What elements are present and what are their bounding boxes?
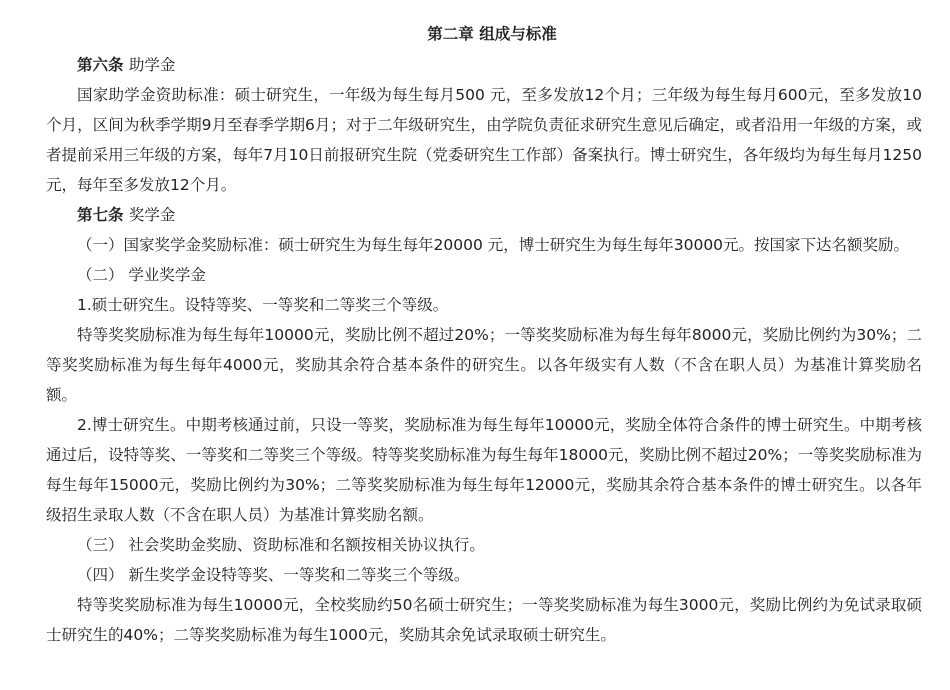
chapter-title: 第二章 组成与标准 — [427, 25, 557, 43]
social-scholarship-paragraph: （三） 社会奖助金奖励、资助标准和名额按相关协议执行。 — [77, 536, 485, 554]
freshman-scholarship-heading: （四） 新生奖学金设特等奖、一等奖和二等奖三个等级。 — [77, 566, 470, 584]
master-detail-paragraph: 特等奖奖励标准为每生每年10000元，奖励比例不超过20%；一等奖奖励标准为每生每年8000元，奖励比例约为30%；二等奖奖励标准为每生每年4000元，奖励其余符合基本条件的研究生。以各年级实有人数（不含在职人员）为基准计算奖励名额。 — [46, 326, 922, 404]
academic-scholarship-heading: （二） 学业奖学金 — [77, 266, 206, 284]
article-6-body: 国家助学金资助标准：硕士研究生，一年级为每生每月500 元，至多发放12个月；三年级为每生每月600元，至多发放10 个月，区间为秋季学期9月至春季学期6月；对于二年级研究生，由学院负责征求研究生意见后确定，或者沿用一年级的方案，或者提前采用三年级的方案，每年7月10日前报研究生院（党委研究生工作部）备案执行。博士研究生，各年级均为每生每月1250 元，每年至多发放12个月。 — [46, 86, 922, 194]
article-7-heading — [46, 200, 922, 230]
article-7-title: 奖学金 — [128, 206, 176, 224]
doctor-paragraph: 2.博士研究生。中期考核通过前，只设一等奖，奖励标准为每生每年10000元，奖励全体符合条件的博士研究生。中期考核通过后，设特等奖、一等奖和二等奖三个等级。特等奖奖励标准为每生每年18000元，奖励比例不超过20%；一等奖奖励标准为每生每年15000元，奖励比例约为30%；二等奖奖励标准为每生每年12000元，奖励其余符合基本条件的博士研究生。以各年级招生录取人数（不含在职人员）为基准计算奖励名额。 — [46, 416, 922, 524]
article-7-label: 第七条 — [77, 206, 124, 224]
article-6-heading — [46, 50, 922, 80]
master-intro-paragraph: 1.硕士研究生。设特等奖、一等奖和二等奖三个等级。 — [77, 296, 449, 314]
article-6-title: 助学金 — [128, 56, 176, 74]
freshman-detail-paragraph: 特等奖奖励标准为每生10000元，全校奖励约50名硕士研究生；一等奖奖励标准为每生3000元，奖励比例约为免试录取硕士研究生的40%；二等奖奖励标准为每生1000元，奖励其余免试录取硕士研究生。 — [46, 596, 922, 644]
article-6-label: 第六条 — [77, 56, 124, 74]
national-scholarship-paragraph: （一）国家奖学金奖励标准：硕士研究生为每生每年20000 元，博士研究生为每生每年30000元。按国家下达名额奖励。 — [77, 236, 910, 254]
